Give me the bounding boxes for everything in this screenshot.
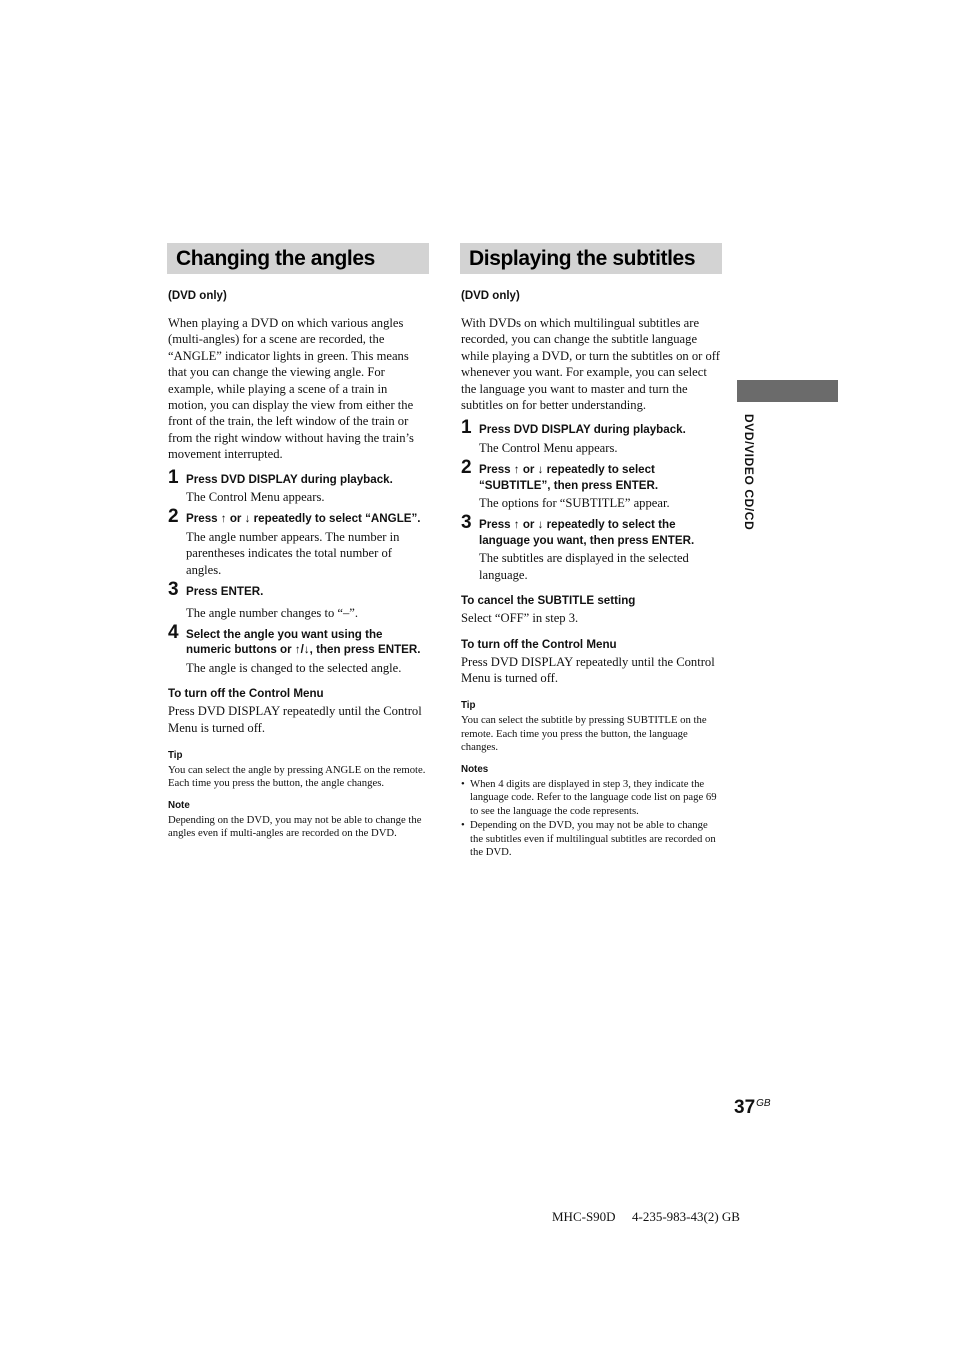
step-heading: Press ↑ or ↓ repeatedly to select “SUBTITLE”, then press ENTER.	[479, 463, 659, 492]
note-text: Depending on the DVD, you may not be able to change the angles even if multi-angles are recorded on the DVD.	[168, 813, 422, 840]
step-heading: Press ↑ or ↓ repeatedly to select the language you want, then press ENTER.	[479, 518, 695, 547]
step-description: The Control Menu appears.	[479, 440, 618, 455]
page-number	[734, 1097, 771, 1119]
footer-code: 4-235-983-43(2) GB	[632, 1209, 740, 1224]
tip-heading: Tip	[168, 749, 183, 761]
cancel-subtitle-heading: To cancel the SUBTITLE setting	[461, 594, 636, 608]
step-heading: Press DVD DISPLAY during playback.	[479, 423, 686, 437]
dvd-only-label: (DVD only)	[461, 290, 520, 302]
step-description: The angle number changes to “–”.	[186, 605, 359, 620]
step-4	[168, 621, 429, 676]
step-heading: Press DVD DISPLAY during playback.	[186, 472, 393, 486]
step-number: 1	[168, 466, 179, 488]
step-number: 4	[168, 621, 179, 643]
notes-list	[461, 778, 722, 860]
chapter-tab-marker	[737, 380, 838, 402]
turn-off-heading: To turn off the Control Menu	[461, 637, 617, 651]
intro-paragraph: With DVDs on which multilingual subtitles are recorded, you can change the subtitle language while playing a DVD, or turn the subtitles on or off whenever you want. For example, you can select the language you want to master and turn the subtitles on for better understanding.	[461, 316, 720, 413]
note-item: • When 4 digits are displayed in step 3, they indicate the language code. Refer to the language code list on page 69 to see the language the code represents.	[461, 778, 722, 819]
tip-heading: Tip	[461, 700, 476, 712]
section-displaying-subtitles	[461, 243, 722, 861]
turn-off-text: Press DVD DISPLAY repeatedly until the Control Menu is turned off.	[168, 704, 422, 735]
chapter-side-label: DVD/VIDEO CD/CD	[742, 414, 756, 531]
step-heading: Press ENTER.	[186, 585, 264, 599]
step-number: 2	[461, 457, 472, 479]
step-2	[168, 506, 429, 578]
step-number: 1	[461, 417, 472, 439]
step-description: The angle is changed to the selected angle.	[186, 660, 402, 675]
step-heading: Select the angle you want using the numeric buttons or ↑/↓, then press ENTER.	[186, 627, 421, 657]
step-description: The options for “SUBTITLE” appear.	[479, 496, 670, 511]
page-number-value: 37	[734, 1097, 756, 1118]
step-1	[461, 417, 722, 456]
step-number: 3	[168, 579, 179, 601]
section-changing-angles	[168, 243, 429, 841]
step-heading: Press ↑ or ↓ repeatedly to select “ANGLE”.	[186, 512, 421, 526]
turn-off-heading: To turn off the Control Menu	[168, 687, 324, 701]
cancel-subtitle-text: Select “OFF” in step 3.	[461, 611, 579, 626]
section-title: Displaying the subtitles	[460, 243, 722, 274]
step-3	[461, 512, 722, 583]
step-number: 2	[168, 506, 179, 528]
step-description: The subtitles are displayed in the selected language.	[479, 551, 689, 582]
dvd-only-label: (DVD only)	[168, 290, 227, 302]
page-number-suffix: GB	[756, 1098, 771, 1109]
step-description: The Control Menu appears.	[186, 490, 325, 505]
note-item: • Depending on the DVD, you may not be able to change the subtitles even if multilingual subtitles are recorded on the DVD.	[461, 819, 722, 860]
step-3	[168, 579, 429, 621]
note-heading: Note	[168, 799, 190, 811]
section-title: Changing the angles	[167, 243, 429, 274]
tip-text: You can select the subtitle by pressing SUBTITLE on the remote. Each time you press the button, the language changes.	[461, 714, 707, 754]
notes-heading: Notes	[461, 763, 489, 775]
step-description: The angle number appears. The number in parentheses indicates the total number of angles.	[186, 529, 400, 577]
footer-model: MHC-S90D	[552, 1209, 616, 1224]
intro-paragraph: When playing a DVD on which various angles (multi-angles) for a scene are recorded, the “ANGLE” indicator lights in green. This means that you can change the viewing angle. For example, while playing a scene of a train in motion, you can display the view from either the front of the train, the left window of the train or from the right window without having the train’s movement interrupted.	[168, 316, 414, 462]
tip-text: You can select the angle by pressing ANGLE on the remote. Each time you press the button, the angle changes.	[168, 763, 426, 790]
step-number: 3	[461, 512, 472, 534]
turn-off-text: Press DVD DISPLAY repeatedly until the Control Menu is turned off.	[461, 654, 715, 685]
step-2	[461, 457, 722, 511]
step-1	[168, 466, 429, 506]
